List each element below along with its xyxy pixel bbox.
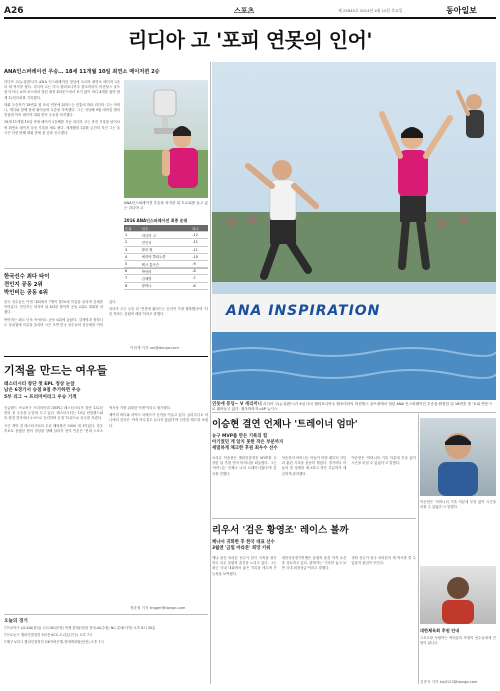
player-cell: 전인지	[141, 239, 192, 246]
section-label: 스포츠	[234, 7, 255, 15]
paragraph: 오리온 이승현은 챔피언결정전 MVP를 수상한 뒤 가장 먼저 어머니를 떠올렸다. 그는 '어머니는 언제나 나의 트레이너였다'며 감사를 전했다.	[212, 456, 277, 476]
section-rule	[4, 356, 208, 357]
ranking-header-rank: 순위	[124, 225, 141, 232]
page-number: A26	[4, 6, 24, 16]
issue-info: 제 25645호 2014년 4월 10일 목요일	[338, 8, 403, 13]
caption-text: 리디아 고(뉴질랜드)가 4일 미국 캘리포니아주 랜초미라지 미션힐스 골프장에서 열린 ANA 인스퍼레이션 우승을 확정한 뒤 18번홀 옆 '포피 연못'으로 뛰어들고 있다. 랜초미라지=AP 뉴시스	[212, 402, 493, 411]
trophy	[154, 90, 176, 134]
masthead: 동아일보	[446, 6, 477, 15]
profile-photo	[420, 566, 496, 624]
side-body	[420, 500, 496, 560]
main-photo	[212, 62, 496, 400]
top-headline: 리디아 고 '포피 연못의 인어'	[127, 28, 373, 52]
ranking-title: 2016 ANA인스퍼레이션 최종 순위	[124, 218, 188, 223]
middle-body	[212, 456, 416, 514]
right-bottom-byline: 김종석 기자 kjs0123@donga.com	[420, 680, 478, 684]
ad-body: 스포츠를 사랑하는 여러분의 후원이 선수들에게 큰 힘이 됩니다.	[420, 636, 496, 646]
schedule-list	[4, 626, 208, 686]
paragraph: 귀화 선수가 한국 마라톤의 새 역사를 쓸 수 있을지 관심이 모인다.	[351, 556, 416, 566]
table-row	[124, 260, 208, 267]
score-cell: -7	[191, 275, 208, 282]
ranking-header-row	[124, 225, 208, 232]
left-feature-body	[4, 300, 208, 344]
middle-headline: 이승현 결연 언제나 '트레이너 엄마'	[212, 419, 358, 430]
right-bottom-divider	[212, 518, 416, 519]
top-subhead: ANA인스퍼레이션 우승… 18세 11개월 10일 최연소 메이저퀸 2승	[4, 69, 160, 75]
paragraph: 이승현의 어머니는 아들이 어릴 때부터 식단과 훈련 기록을 꼼꼼히 챙겼다. 경기마다 아들의 몸 상태를 체크하고 작은 부분까지 세심하게 관리했다.	[281, 456, 347, 476]
left-feature-title-2: 박인비는 공동 6위	[4, 290, 48, 296]
schedule-item: ▽프로농구 챔피언결정전 5차전 KCC-오리온(전주) 오후 7시	[4, 633, 93, 638]
paragraph: 대한육상경기연맹은 올림픽 출전 자격 요건을 검토하고 있다. 관계자는 '기록만 놓고 보면 국내 최정상급'이라고 말했다.	[281, 556, 347, 571]
player-cell: 에리야 쭈타누깐	[141, 253, 192, 260]
bottom-left-deck	[4, 382, 208, 401]
main-photo-caption	[212, 402, 496, 412]
deck-line: 남은 6경기서 승점 8점 추가하면 우승	[4, 388, 81, 394]
rank-cell: 5	[124, 260, 141, 267]
paragraph: 이승현은 '어머니의 기록 덕분에 부상 없이 시즌을 마칠 수 있었다'고 말했다.	[420, 500, 496, 510]
sign-text: ANA INSPIRATION	[226, 303, 381, 319]
deck-line: 케냐서 귀화한 후 한국 대표 선수	[212, 540, 275, 545]
bottom-left-headline: 기적을 만드는 여우들	[4, 364, 108, 377]
score-cell: -10	[191, 253, 208, 260]
score-cell: -12	[191, 232, 208, 239]
table-row	[124, 268, 208, 275]
paragraph: 리디아 고는 우승 뒤 '연못에 뛰어드는 순간이 가장 행복했다'며 '다음 목표는 올림픽 메달'이라고 말했다.	[109, 307, 208, 317]
bottom-left-body	[4, 406, 208, 604]
middle-deck	[212, 434, 312, 453]
rank-cell: 1	[124, 232, 141, 239]
score-cell: -8	[191, 268, 208, 275]
rank-cell: 7	[124, 275, 141, 282]
side-photo	[420, 418, 496, 496]
runner-portrait	[420, 566, 496, 624]
player-portrait	[420, 418, 496, 496]
table-row	[124, 246, 208, 253]
trophy-photo	[124, 80, 208, 198]
paragraph: 제이미 바디와 리야드 마레즈가 공격을 이끌고 있다. 클라우디오 라니에리 감독은 '아직 아무것도 끝나지 않았다'며 신중한 태도를 보였다.	[109, 413, 208, 428]
middle-divider	[212, 412, 496, 413]
ranking-header-player: 선수	[141, 225, 192, 232]
score-cell: -11	[191, 246, 208, 253]
deck-line: 3월엔 '금빛 마라톤' 희망 키워	[212, 546, 271, 552]
left-feature-byline: 이헌재 기자 uni@donga.com	[130, 346, 179, 350]
bottom-left-byline: 정윤철 기자 trigger@donga.com	[130, 606, 186, 610]
deck-line: 농구 MVP를 만든 기록의 힘	[212, 434, 268, 439]
trophy-photo-illustration	[124, 80, 208, 198]
left-feature-divider	[4, 268, 208, 269]
deck-line: 레스터시티 창단 첫 EPL 정상 눈앞	[4, 382, 75, 387]
schedule-item: ▽배구 V리그 챔피언결정전 OK저축은행-현대캐피탈(안산) 오후 7시	[4, 640, 104, 645]
player-cell: 장하나	[141, 282, 192, 289]
score-cell: -9	[191, 260, 208, 267]
rank-cell: 4	[124, 253, 141, 260]
player-cell: 리디아 고	[141, 232, 192, 239]
score-cell: -11	[191, 239, 208, 246]
paragraph: 박인비는 퍼트 난조 속에서도 공동 6위에 올랐다. 김세영과 장하나도 상위권에 이름을 올리며 시즌 초반 한국 선수들의 상승세를 이어갔다.	[4, 300, 117, 327]
right-bottom-body	[212, 556, 416, 682]
rank-cell: 2	[124, 239, 141, 246]
schedule-divider	[4, 614, 208, 615]
ranking-table	[124, 225, 208, 290]
table-row	[124, 239, 208, 246]
table-row	[124, 232, 208, 239]
paragraph: 케냐 출신 마라톤 선수가 한국 국적을 취득하고 리우 올림픽 출전을 노리고 있다. 그는 최근 국내 대회에서 좋은 기록을 세우며 가능성을 보여줬다.	[212, 556, 277, 576]
paragraph: 18세 11개월 10일 만에 메이저 2승째를 거둔 리디아 고는 종전 기록을 넘어서며 최연소 메이저 다승 기록을 새로 썼다. 세계랭킹 1위를 굳건히 지킨 그는 올 시즌 다섯 번째 대회 만에 첫 승을 신고했다.	[4, 120, 120, 135]
schedule-title: 오늘의 경기	[4, 619, 28, 624]
paragraph: 한국 선수들은 이번 대회에서 7명이 톱10에 이름을 올리며 강세를 이어갔다. 전인지는 마지막 날 4타를 줄이며 공동 2위로 대회를 마쳤다.	[4, 300, 103, 315]
deck-line: 아기였던 게 알지 못한 작은 부분까지	[212, 440, 284, 446]
ranking-header-score: 타수	[191, 225, 208, 232]
ad-headline: 대한체육회 후원 안내	[420, 628, 460, 633]
paragraph: 이승현은 '어머니의 기록 덕분에 부상 없이 시즌을 마칠 수 있었다'고 말했다.	[351, 456, 416, 466]
trophy-caption: ANA인스퍼레이션 우승을 차지한 뒤 트로피를 들고 있는 리디아 고	[124, 201, 208, 210]
paragraph: 대회 우승자가 18번홀 옆 포피 연못에 뛰어드는 전통에 따라 리디아 고는 어머니, 캐디와 함께 물에 뛰어들며 우승을 자축했다. 그는 지난해 9월 에비앙 챔피언십에 이어 메이저 대회 연속 우승을 차지했다.	[4, 102, 120, 118]
paragraph: 리디아 고(뉴질랜드)가 ANA 인스퍼레이션 정상에 오르며 최연소 메이저 2승의 새 역사를 썼다. 리디아 고는 미국 캘리포니아주 랜초미라지 미션힐스 골프장 다이나 쇼어 코스에서 열린 최종 4라운드에서 보기 없이 버디 4개를 잡아 합계 12언더파를 기록했다.	[4, 80, 120, 100]
player-cell: 김세영	[141, 275, 192, 282]
player-cell: 찰리 헐	[141, 246, 192, 253]
table-row	[124, 275, 208, 282]
paragraph: 시즌 개막 전 레스터시티의 우승 배당률은 5000 대 1이었다. 강등 후보로 꼽혔던 팀이 정상을 향해 달리자 현지 언론은 '현대 스포츠 역사상 가장 위대한 이변'이라고 평가했다.	[4, 406, 172, 433]
header-rule	[4, 17, 496, 19]
score-cell: -6	[191, 282, 208, 289]
table-row	[124, 253, 208, 260]
rank-cell: 8	[124, 282, 141, 289]
player-cell: 박인비	[141, 268, 192, 275]
top-story-body	[4, 80, 120, 265]
deck-line: 세밀하게 체크한 후원 최우수 선수	[212, 446, 278, 452]
player-cell: 렉시 톰프슨	[141, 260, 192, 267]
right-bottom-headline: 리우서 '검은 황영조' 레이스 볼까	[212, 525, 349, 536]
column-rule	[210, 62, 211, 684]
right-bottom-deck	[212, 540, 312, 552]
schedule-item: ▽프로야구 LG-KIA(잠실) 두산-SK(문학) 넥센-한화(대전) 삼성-kt(수원) NC-롯데(사직) 오후 6시 30분	[4, 626, 156, 630]
pond-jump-illustration	[212, 62, 496, 400]
paragraph: 잉글랜드 프로축구 프리미어리그(EPL) 레스터시티가 창단 132년 만의 첫 우승을 눈앞에 두고 있다. 레스터시티는 10일 선덜랜드와의 원정 경기에서 2-0으로 승리하며 승점 72점으로 선두를 지켰다.	[4, 406, 103, 421]
deck-line: 5부 리그 → 프리미어리그 우승 기적	[4, 394, 77, 400]
left-feature-kicker: 한국선수 최다 타이	[4, 274, 50, 280]
column-rule	[418, 414, 419, 684]
table-row	[124, 282, 208, 289]
rank-cell: 3	[124, 246, 141, 253]
caption-lead: 연못에 풍덩~ V 세리머니	[212, 402, 262, 407]
rank-cell: 6	[124, 268, 141, 275]
left-feature-title-1: 전인지 공동 2위	[4, 282, 43, 288]
